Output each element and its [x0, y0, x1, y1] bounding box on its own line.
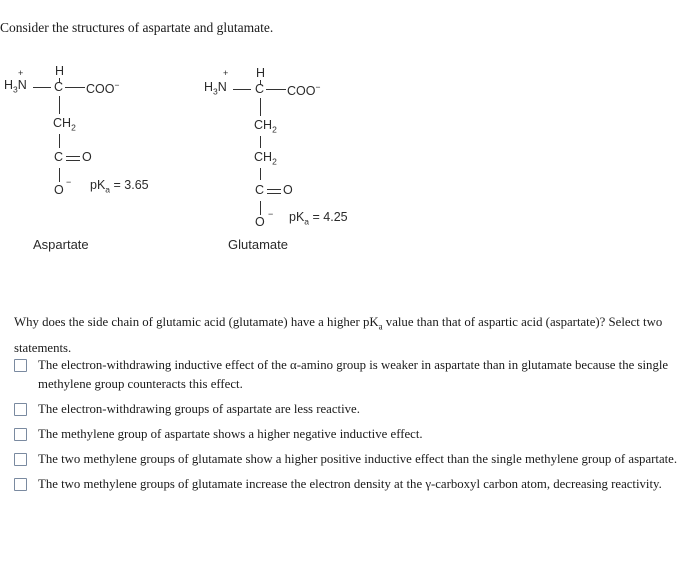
option-5[interactable] — [14, 475, 684, 494]
glutamate-label: Glutamate — [228, 237, 288, 252]
glu-alpha-c: C — [255, 82, 265, 96]
option-1-checkbox[interactable] — [14, 359, 27, 372]
option-2-checkbox[interactable] — [14, 403, 27, 416]
glutamate-structure — [190, 0, 390, 260]
aspartate-structure — [0, 0, 200, 260]
glu-pka: $pK_a = 4.25$ — [289, 210, 348, 227]
glu-alpha-h: H — [256, 66, 266, 80]
option-5-label: The two methylene groups of glutamate increase the electron density at the γ-carboxyl carbon atom, decreasing reactivity. — [38, 477, 662, 491]
asp-alpha-h: H — [55, 64, 65, 78]
option-1[interactable] — [14, 356, 684, 394]
asp-carbonyl-c: C — [54, 150, 64, 164]
option-2-label: The electron-withdrawing groups of aspartate are less reactive. — [38, 402, 360, 416]
question-text: Why does the side chain of glutamic acid (glutamate) have a higher $pK_a$ value than that of aspartic acid (aspartate)? Select two statements. — [14, 315, 663, 355]
asp-bond-ch2-c — [59, 134, 60, 148]
option-3[interactable] — [14, 425, 684, 444]
asp-bond-c-o — [59, 168, 60, 182]
asp-pka: $pK_a = 3.65$ — [90, 178, 149, 195]
asp-double-bond-2 — [66, 160, 80, 161]
glu-side-o-charge: − — [268, 209, 274, 219]
glu-ch2-1: $CH_2$ — [254, 118, 277, 135]
option-3-checkbox[interactable] — [14, 428, 27, 441]
asp-double-bond — [66, 156, 80, 157]
glu-side-o: O — [255, 215, 265, 229]
asp-plus-charge: + — [18, 68, 24, 78]
glu-bond-c-coo — [266, 89, 286, 90]
asp-bond-c-ch2 — [59, 96, 60, 114]
glu-carboxylate: COO− — [287, 82, 321, 99]
asp-ch2: $CH_2$ — [53, 116, 76, 133]
option-2[interactable] — [14, 400, 684, 419]
glu-carbonyl-c: C — [255, 183, 265, 197]
answer-options — [14, 356, 684, 500]
glu-double-bond — [267, 189, 281, 190]
glu-carbonyl-o: O — [283, 183, 293, 197]
asp-carboxylate: COO− — [86, 80, 120, 97]
glu-plus-charge: + — [223, 68, 229, 78]
asp-side-o-charge: − — [66, 177, 72, 187]
option-4-label: The two methylene groups of glutamate show a higher positive inductive effect than the single methylene group of aspartate. — [38, 452, 678, 466]
option-4[interactable] — [14, 450, 684, 469]
option-4-checkbox[interactable] — [14, 453, 27, 466]
glu-bond-c-ch2 — [260, 98, 261, 116]
glu-bond-ch2-c — [260, 168, 261, 180]
glu-bond-ch2-ch2 — [260, 136, 261, 148]
asp-alpha-c: C — [54, 80, 64, 94]
glu-bond-c-o — [260, 201, 261, 215]
option-1-label: The electron-withdrawing inductive effect of the α-amino group is weaker in aspartate than in glutamate because the single methylene group counteracts this effect. — [38, 358, 669, 391]
intro-text: Consider the structures of aspartate and glutamate. — [0, 20, 274, 35]
glu-ch2-2: $CH_2$ — [254, 150, 277, 167]
aspartate-label: Aspartate — [33, 237, 89, 252]
asp-bond-c-coo — [65, 87, 85, 88]
asp-side-o: O — [54, 183, 64, 197]
glu-double-bond-2 — [267, 193, 281, 194]
glu-bond-n-c — [233, 89, 251, 90]
option-5-checkbox[interactable] — [14, 478, 27, 491]
asp-bond-n-c — [33, 87, 51, 88]
asp-amine: $H_3N$ — [4, 78, 27, 95]
asp-carbonyl-o: O — [82, 150, 92, 164]
option-3-label: The methylene group of aspartate shows a higher negative inductive effect. — [38, 427, 423, 441]
glu-amine: $H_3N$ — [204, 80, 227, 97]
